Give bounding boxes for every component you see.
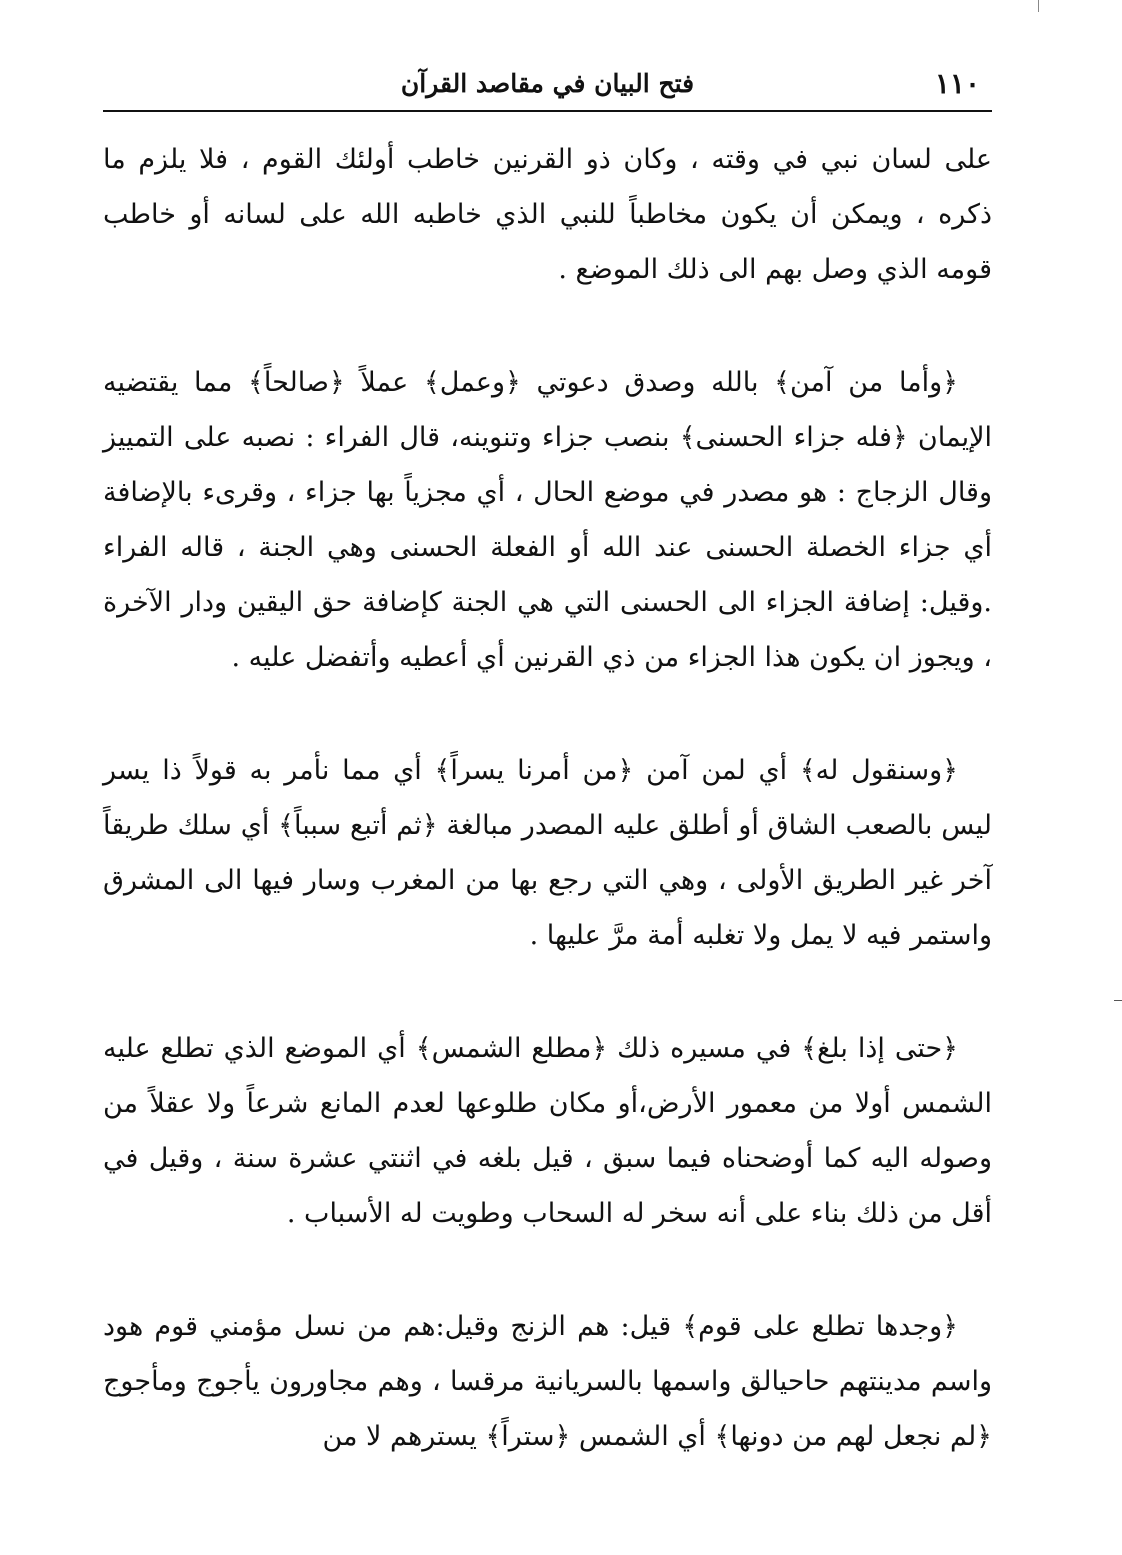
page-header — [103, 58, 992, 112]
main-text — [103, 132, 992, 1522]
paragraph-2: ﴿وأما من آمن﴾ بالله وصدق دعوتي ﴿وعمل﴾ عملاً ﴿صالحاً﴾ مما يقتضيه الإيمان ﴿فله جزاء الحسنى﴾ بنصب جزاء وتنوينه، قال الفراء : نصبه على التمييز وقال الزجاج : هو مصدر في موضع الحال ، أي مجزياً بها جزاء ، وقرىء بالإضافة أي جزاء الخصلة الحسنى عند الله أو الفعلة الحسنى وهي الجنة ، قاله الفراء .وقيل: إضافة الجزاء الى الحسنى التي هي الجنة كإضافة حق اليقين ودار الآخرة ، ويجوز ان يكون هذا الجزاء من ذي القرنين أي أعطيه وأتفضل عليه . — [103, 367, 992, 673]
paragraph-5: ﴿وجدها تطلع على قوم﴾ قيل: هم الزنج وقيل:هم من نسل مؤمني قوم هود واسم مدينتهم حاحيالق واسمها بالسريانية مرقسا ، وهم مجاورون يأجوج ومأجوج ﴿لم نجعل لهم من دونها﴾ أي الشمس ﴿ستراً﴾ يسترهم لا من — [103, 1311, 992, 1452]
page-number: ١١٠ — [934, 67, 980, 100]
scan-edge-mark — [1038, 0, 1039, 12]
paragraph-1: على لسان نبي في وقته ، وكان ذو القرنين خاطب أولئك القوم ، فلا يلزم ما ذكره ، ويمكن أن يكون مخاطباً للنبي الذي خاطبه الله على لسانه أو خاطب قومه الذي وصل بهم الى ذلك الموضع . — [103, 144, 992, 285]
paragraph-3: ﴿وسنقول له﴾ أي لمن آمن ﴿من أمرنا يسراً﴾ أي مما نأمر به قولاً ذا يسر ليس بالصعب الشاق أو أطلق عليه المصدر مبالغة ﴿ثم أتبع سبباً﴾ أي سلك طريقاً آخر غير الطريق الأولى ، وهي التي رجع بها من المغرب وسار فيها الى المشرق واستمر فيه لا يمل ولا تغلبه أمة مرَّ عليها . — [103, 755, 992, 951]
margin-edge-mark — [1114, 1000, 1122, 1001]
paragraph-4: ﴿حتى إذا بلغ﴾ في مسيره ذلك ﴿مطلع الشمس﴾ أي الموضع الذي تطلع عليه الشمس أولا من معمور الأرض،أو مكان طلوعها لعدم المانع شرعاً ولا عقلاً من وصوله اليه كما أوضحناه فيما سبق ، قيل بلغه في اثنتي عشرة سنة ، وقيل في أقل من ذلك بناء على أنه سخر له السحاب وطويت له الأسباب . — [103, 1033, 992, 1229]
running-title: فتح البيان في مقاصد القرآن — [400, 69, 695, 98]
